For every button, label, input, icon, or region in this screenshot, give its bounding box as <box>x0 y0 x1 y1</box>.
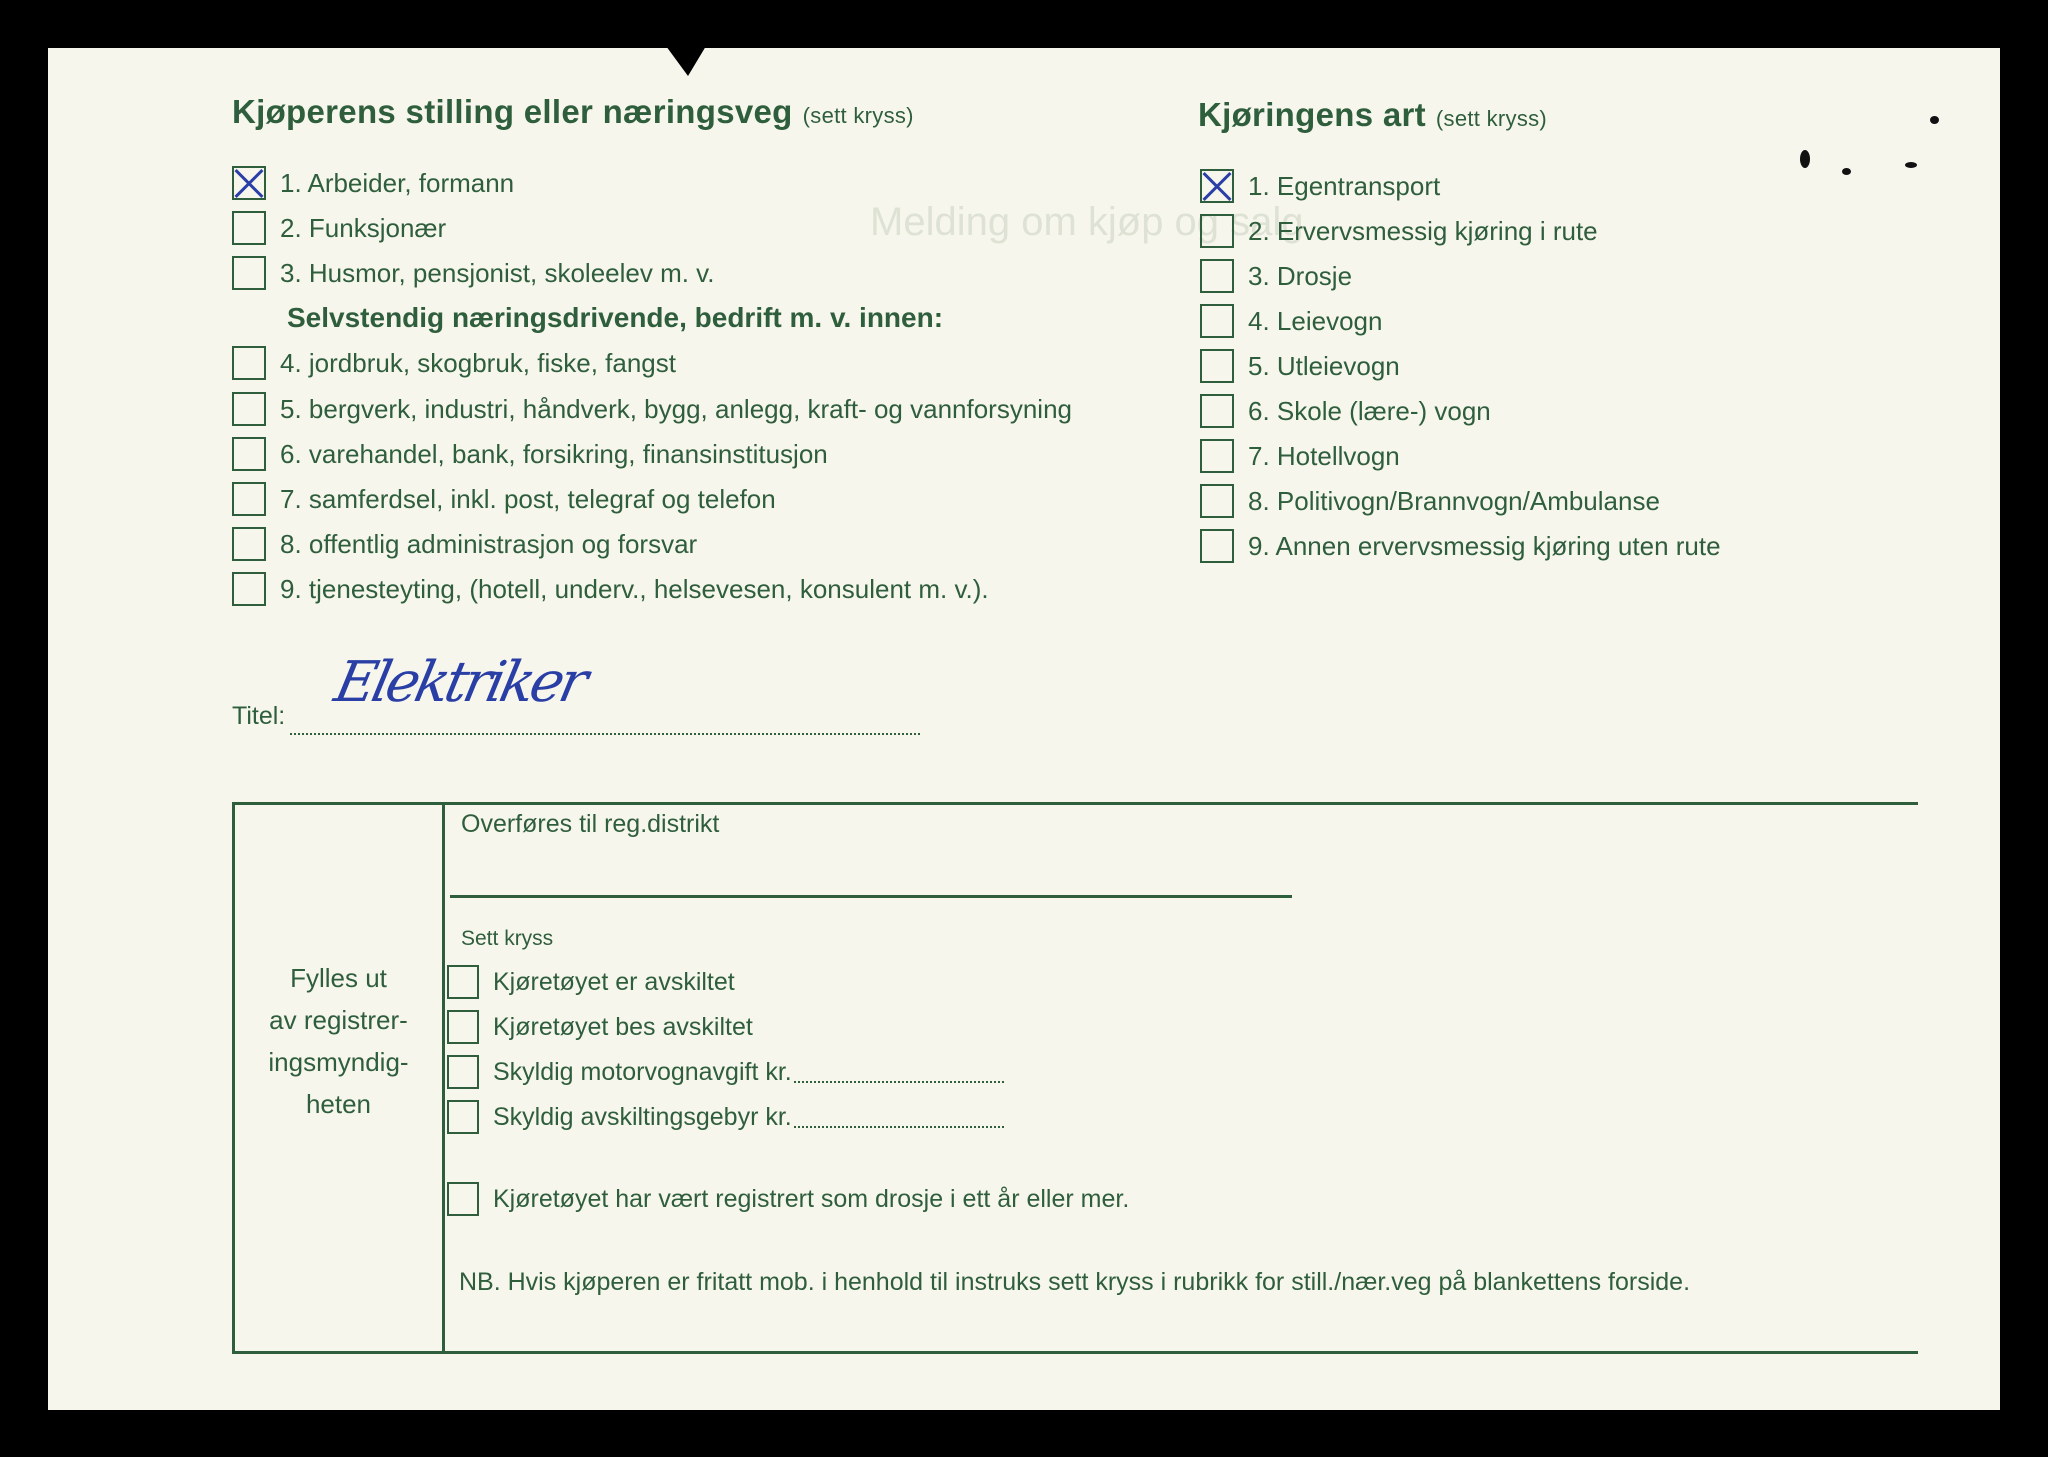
driving-option-9[interactable] <box>1200 527 1721 565</box>
checkbox[interactable] <box>232 256 266 290</box>
checkbox[interactable] <box>232 437 266 471</box>
option-label: 3. Drosje <box>1248 260 1353 291</box>
occupation-option-9[interactable] <box>232 570 989 608</box>
show-through-text: Melding om kjøp og salg <box>870 200 1304 244</box>
instruction-line: ingsmyndig- <box>268 1047 409 1077</box>
option-label: 7. samferdsel, inkl. post, telegraf og telefon <box>280 483 776 514</box>
driving-option-7[interactable] <box>1200 437 1400 475</box>
driving-option-1[interactable] <box>1200 167 1440 205</box>
option-label: 4. jordbruk, skogbruk, fiske, fangst <box>280 347 676 378</box>
title-label: Titel: <box>232 702 286 730</box>
option-label: 7. Hotellvogn <box>1248 440 1400 471</box>
option-label: 6. varehandel, bank, forsikring, finansinstitusjon <box>280 438 828 469</box>
ink-speck <box>1842 168 1851 175</box>
occupation-option-5[interactable] <box>232 390 1072 428</box>
heading-text: Kjøringens art <box>1198 96 1426 133</box>
option-label: 2. Ervervsmessig kjøring i rute <box>1248 215 1598 246</box>
checkbox[interactable] <box>447 1055 479 1089</box>
reg-check-1[interactable] <box>447 963 735 1001</box>
box-divider <box>442 805 445 1351</box>
occupation-option-7[interactable] <box>232 480 776 518</box>
instruction-line: heten <box>305 1089 372 1119</box>
option-label: 9. tjenesteyting, (hotell, underv., helsevesen, konsulent m. v.). <box>280 573 989 604</box>
buyer-occupation-heading <box>232 93 914 131</box>
nb-note: NB. Hvis kjøperen er fritatt mob. i henhold til instruks sett kryss i rubrikk for still./nær.veg på blankettens forside. <box>459 1268 1691 1296</box>
checkbox[interactable] <box>232 392 266 426</box>
option-label: 6. Skole (lære-) vogn <box>1248 395 1491 426</box>
driving-type-heading <box>1198 96 1547 134</box>
checkbox[interactable] <box>447 1010 479 1044</box>
driving-option-8[interactable] <box>1200 482 1660 520</box>
checkbox[interactable] <box>232 527 266 561</box>
checkbox[interactable] <box>447 1100 479 1134</box>
checkbox[interactable] <box>1200 304 1234 338</box>
checkbox[interactable] <box>232 572 266 606</box>
option-label: 1. Arbeider, formann <box>280 167 515 198</box>
checkbox-checked[interactable] <box>1200 169 1234 203</box>
checkbox[interactable] <box>1200 259 1234 293</box>
amount-dotted-line[interactable] <box>794 1061 1004 1083</box>
checkbox[interactable] <box>1200 394 1234 428</box>
ink-speck <box>1930 116 1939 124</box>
driving-option-4[interactable] <box>1200 302 1382 340</box>
checkbox[interactable] <box>1200 349 1234 383</box>
checkbox[interactable] <box>447 1182 479 1216</box>
reg-check-drosje[interactable] <box>447 1180 1129 1218</box>
heading-note: (sett kryss) <box>802 103 914 128</box>
instruction-line: Fylles ut <box>290 963 387 993</box>
option-label: 8. offentlig administrasjon og forsvar <box>280 528 698 559</box>
reg-check-3[interactable] <box>447 1053 1004 1091</box>
checkbox[interactable] <box>1200 439 1234 473</box>
heading-text: Kjøperens stilling eller næringsveg <box>232 93 793 130</box>
reg-check-2[interactable] <box>447 1008 753 1046</box>
option-label: 5. bergverk, industri, håndverk, bygg, anlegg, kraft- og vannforsyning <box>280 393 1072 424</box>
transfer-district-label: Overføres til reg.distrikt <box>461 810 720 838</box>
title-handwritten-value[interactable]: Elektriker <box>329 650 590 715</box>
instruction-line: av registrer- <box>269 1005 408 1035</box>
option-label: Skyldig motorvognavgift kr. <box>493 1057 792 1086</box>
sett-kryss-label: Sett kryss <box>461 927 554 950</box>
checkbox[interactable] <box>1200 484 1234 518</box>
driving-option-5[interactable] <box>1200 347 1400 385</box>
checkbox[interactable] <box>447 965 479 999</box>
checkbox-checked[interactable] <box>232 166 266 200</box>
occupation-option-4[interactable] <box>232 344 676 382</box>
option-label: 4. Leievogn <box>1248 305 1383 336</box>
self-employed-subheading: Selvstendig næringsdrivende, bedrift m. v. innen: <box>287 302 944 333</box>
occupation-option-2[interactable] <box>232 209 446 247</box>
reg-check-4[interactable] <box>447 1098 1004 1136</box>
option-label: 1. Egentransport <box>1248 170 1441 201</box>
occupation-option-8[interactable] <box>232 525 697 563</box>
checkbox[interactable] <box>1200 529 1234 563</box>
option-label: Kjøretøyet er avskiltet <box>493 967 735 996</box>
option-label: 2. Funksjonær <box>280 212 447 243</box>
option-label: 8. Politivogn/Brannvogn/Ambulanse <box>1248 485 1660 516</box>
transfer-district-line[interactable] <box>450 895 1292 898</box>
checkbox[interactable] <box>1200 214 1234 248</box>
option-label: 9. Annen ervervsmessig kjøring uten rute <box>1248 530 1721 561</box>
title-dotted-line <box>290 733 920 735</box>
checkbox[interactable] <box>232 211 266 245</box>
occupation-option-3[interactable] <box>232 254 714 292</box>
driving-option-2[interactable] <box>1200 212 1598 250</box>
driving-option-6[interactable] <box>1200 392 1491 430</box>
authority-instruction <box>235 957 442 1125</box>
checkbox[interactable] <box>232 346 266 380</box>
option-label: Kjøretøyet bes avskiltet <box>493 1012 753 1041</box>
registration-authority-box <box>232 802 1918 1354</box>
occupation-option-1[interactable] <box>232 164 514 202</box>
box-top-extension <box>232 802 1915 805</box>
checkbox[interactable] <box>232 482 266 516</box>
ink-speck <box>1800 150 1810 168</box>
option-label: Skyldig avskiltingsgebyr kr. <box>493 1102 792 1131</box>
heading-note: (sett kryss) <box>1435 106 1548 131</box>
option-label: 5. Utleievogn <box>1248 350 1400 381</box>
driving-option-3[interactable] <box>1200 257 1352 295</box>
option-label: 3. Husmor, pensjonist, skoleelev m. v. <box>280 257 715 288</box>
occupation-option-6[interactable] <box>232 435 828 473</box>
ink-speck <box>1905 162 1917 168</box>
option-label: Kjøretøyet har vært registrert som drosje i ett år eller mer. <box>493 1184 1130 1213</box>
amount-dotted-line[interactable] <box>794 1106 1004 1128</box>
